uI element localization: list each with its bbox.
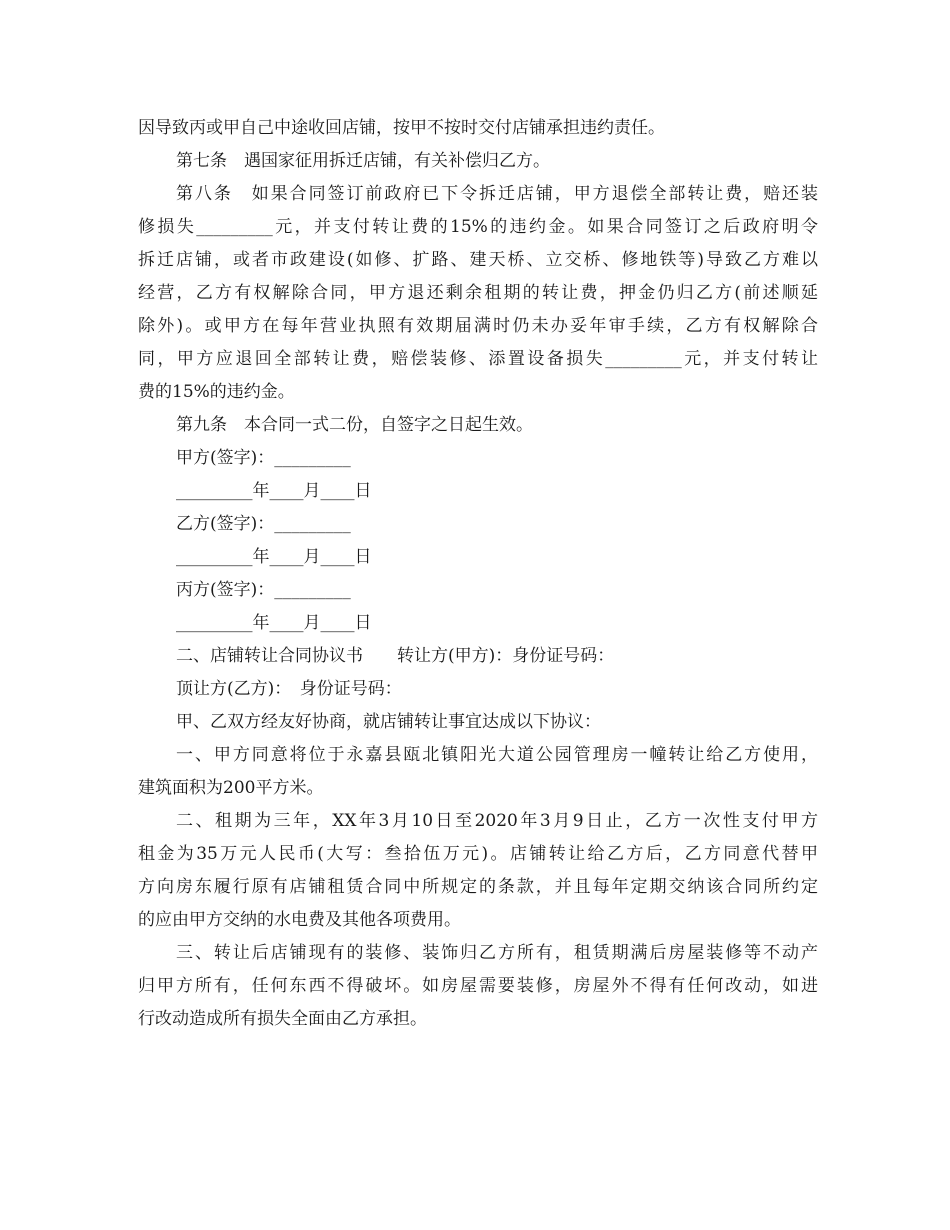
agreement-intro: 甲、乙双方经友好协商，就店铺转让事宜达成以下协议：: [176, 712, 601, 732]
article-8-line-1: 第八条 如果合同签订前政府已下令拆迁店铺，甲方退偿全部转让费，赔还装: [176, 184, 818, 204]
clause-1-line-1: 一、甲方同意将位于永嘉县瓯北镇阳光大道公园管理房一幢转让给乙方使用，: [176, 745, 818, 765]
article-8-line-4: 经营，乙方有权解除合同，甲方退还剩余租期的转让费，押金仍归乙方(前述顺延: [138, 283, 818, 303]
article-7: 第七条 遇国家征用拆迁店铺，有关补偿归乙方。: [176, 151, 550, 171]
party-a-date: _________年____月____日: [176, 481, 372, 501]
party-b-date: _________年____月____日: [176, 547, 372, 567]
party-a-signature: 甲方(签字)：_________: [176, 448, 351, 468]
clause-3-line-1: 三、转让后店铺现有的装修、装饰归乙方所有，租赁期满后房屋装修等不动产: [176, 943, 818, 963]
clause-2-line-3: 方向房东履行原有店铺租赁合同中所规定的条款，并且每年定期交纳该合同所约定: [138, 877, 818, 897]
clause-3-line-2: 归甲方所有，任何东西不得破坏。如房屋需要装修，房屋外不得有任何改动，如进: [138, 976, 818, 996]
transferee-line: 顶让方(乙方)： 身份证号码：: [176, 679, 402, 699]
article-8-line-2: 修损失_________元，并支付转让费的15%的违约金。如果合同签订之后政府明令: [138, 217, 818, 237]
article-8-line-3: 拆迁店铺，或者市政建设(如修、扩路、建天桥、立交桥、修地铁等)导致乙方难以: [138, 250, 818, 270]
party-c-signature: 丙方(签字)：_________: [176, 580, 351, 600]
clause-1-line-2: 建筑面积为200平方米。: [138, 778, 324, 798]
party-b-signature: 乙方(签字)：_________: [176, 514, 351, 534]
article-9: 第九条 本合同一式二份，自签字之日起生效。: [176, 415, 533, 435]
article-8-line-7: 费的15%的违约金。: [138, 382, 295, 402]
party-c-date: _________年____月____日: [176, 613, 372, 633]
clause-2-line-4: 的应由甲方交纳的水电费及其他各项费用。: [138, 910, 461, 930]
document-body: [138, 112, 818, 1036]
clause-2-line-1: 二、租期为三年，XX年3月10日至2020年3月9日止，乙方一次性支付甲方: [176, 811, 818, 831]
article-8-line-6: 同，甲方应退回全部转让费，赔偿装修、添置设备损失_________元，并支付转让: [138, 349, 818, 369]
article-8-line-5: 除外)。或甲方在每年营业执照有效期届满时仍未办妥年审手续，乙方有权解除合: [138, 316, 818, 336]
clause-2-line-2: 租金为35万元人民币(大写：叁拾伍万元)。店铺转让给乙方后，乙方同意代替甲: [138, 844, 818, 864]
clause-3-line-3: 行改动造成所有损失全面由乙方承担。: [138, 1009, 427, 1029]
paragraph-line-1: 因导致丙或甲自己中途收回店铺，按甲不按时交付店铺承担违约责任。: [138, 118, 665, 138]
section-2-heading: 二、店铺转让合同协议书 转让方(甲方)：身份证号码：: [176, 646, 615, 666]
